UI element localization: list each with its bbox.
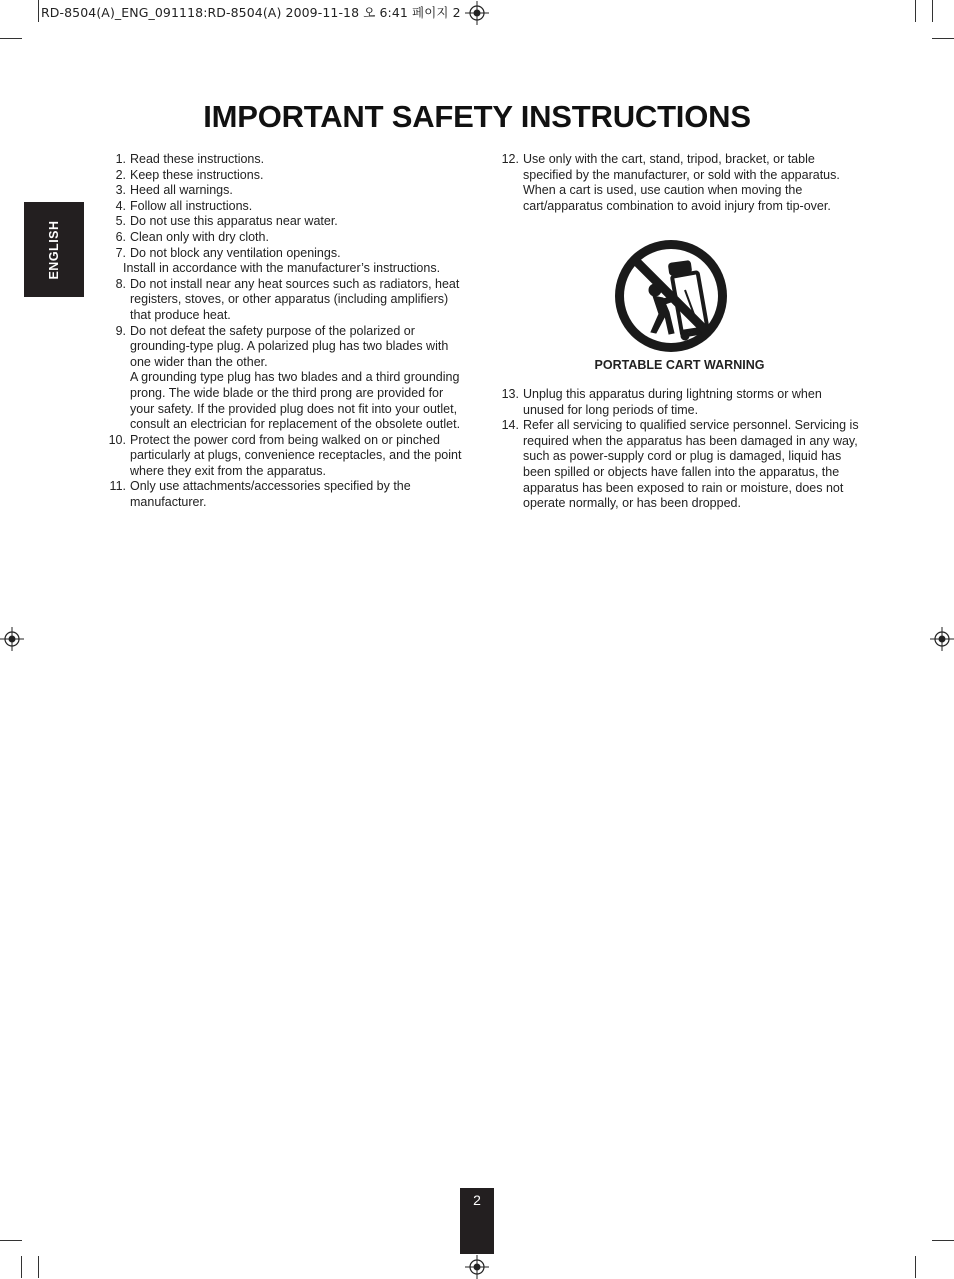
page-number: 2 [460, 1188, 494, 1254]
crop-mark [932, 1240, 954, 1241]
instructions-left-column [104, 152, 464, 511]
item-text: Do not block any ventilation openings. [130, 245, 341, 260]
crop-mark [38, 1256, 39, 1278]
registration-mark-icon [465, 1, 489, 25]
list-item [104, 214, 464, 230]
item-text: Unplug this apparatus during lightning storms or when unused for long periods of time. [523, 387, 822, 417]
item-number: 10. [108, 432, 126, 447]
list-item [104, 152, 464, 168]
item-note: Install in accordance with the manufacturer’s instructions. [123, 261, 441, 276]
crop-mark [915, 1256, 916, 1278]
list-item [104, 183, 464, 199]
list-item [104, 168, 464, 184]
crop-mark [38, 0, 39, 22]
item-number: 12. [501, 152, 519, 166]
page-title: IMPORTANT SAFETY INSTRUCTIONS [203, 99, 751, 134]
list-item [497, 418, 862, 512]
list-item [104, 246, 464, 262]
item-text-continued: When a cart is used, use caution when moving the cart/apparatus combination to avoid injury from tip-over. [523, 183, 831, 213]
item-number: 8. [115, 276, 126, 291]
item-number: 14. [501, 418, 519, 433]
instructions-right-column-lower [497, 387, 862, 512]
item-text: Refer all servicing to qualified service personnel. Servicing is required when the apparatus has been damaged in any way, such as power-supply cord or plug is damaged, liquid has been spilled or objects have fallen into the apparatus, the apparatus has been exposed to rain or moisture, does not operate normally, or has been dropped. [523, 418, 859, 511]
item-number: 5. [115, 214, 126, 229]
list-item [104, 199, 464, 215]
registration-mark-icon [0, 627, 24, 651]
item-text: Keep these instructions. [130, 167, 264, 182]
item-number: 7. [115, 245, 126, 260]
item-text: Use only with the cart, stand, tripod, bracket, or table specified by the manufacturer, or sold with the apparatus. [523, 152, 840, 182]
crop-mark [932, 38, 954, 39]
instructions-right-column [497, 152, 862, 214]
list-item [497, 152, 862, 214]
item-text: Read these instructions. [130, 152, 265, 166]
language-tab [24, 202, 84, 297]
item-text: Heed all warnings. [130, 183, 233, 198]
crop-mark [0, 1240, 22, 1241]
list-item [104, 433, 464, 480]
item-number: 9. [115, 323, 126, 338]
list-item [104, 324, 464, 433]
item-number: 4. [115, 198, 126, 213]
item-text: Only use attachments/accessories specified by the manufacturer. [130, 479, 411, 510]
item-text: Do not install near any heat sources such as radiators, heat registers, stoves, or other apparatus (including amplifiers) that produce heat. [130, 276, 460, 322]
list-item [104, 230, 464, 246]
item-number: 2. [115, 167, 126, 182]
item-text: Do not defeat the safety purpose of the polarized or grounding-type plug. A polarized plug has two blades with one wider than the other. [130, 323, 449, 369]
item-text: Do not use this apparatus near water. [130, 214, 338, 229]
item-text: Follow all instructions. [130, 198, 253, 213]
list-item [104, 479, 464, 510]
item-number: 13. [501, 387, 519, 401]
item-text-continued: A grounding type plug has two blades and a third grounding prong. The wide blade or the third prong are provided for your safety. If the provided plug does not fit into your outlet, consult an electrician for replacement of the obsolete outlet. [130, 370, 461, 432]
registration-mark-icon [930, 627, 954, 651]
item-text: Clean only with dry cloth. [130, 229, 269, 244]
item-number: 3. [115, 183, 126, 198]
list-item [104, 277, 464, 324]
language-tab-label: ENGLISH [47, 219, 61, 280]
crop-mark [915, 0, 916, 22]
crop-mark [21, 1256, 22, 1278]
item-number: 11. [109, 479, 126, 494]
list-item [497, 387, 862, 418]
crop-mark [0, 38, 22, 39]
print-header: RD-8504(A)_ENG_091118:RD-8504(A) 2009-11-18 오 6:41 페이지 2 [41, 5, 461, 20]
item-text: Protect the power cord from being walked on or pinched particularly at plugs, convenience receptacles, and the point where they exit from the apparatus. [130, 432, 462, 478]
cart-warning-caption: PORTABLE CART WARNING [594, 358, 765, 372]
item-number: 1. [115, 152, 126, 166]
crop-mark [932, 0, 933, 22]
portable-cart-warning-icon [615, 240, 727, 352]
item-number: 6. [115, 229, 126, 244]
registration-mark-icon [465, 1255, 489, 1279]
